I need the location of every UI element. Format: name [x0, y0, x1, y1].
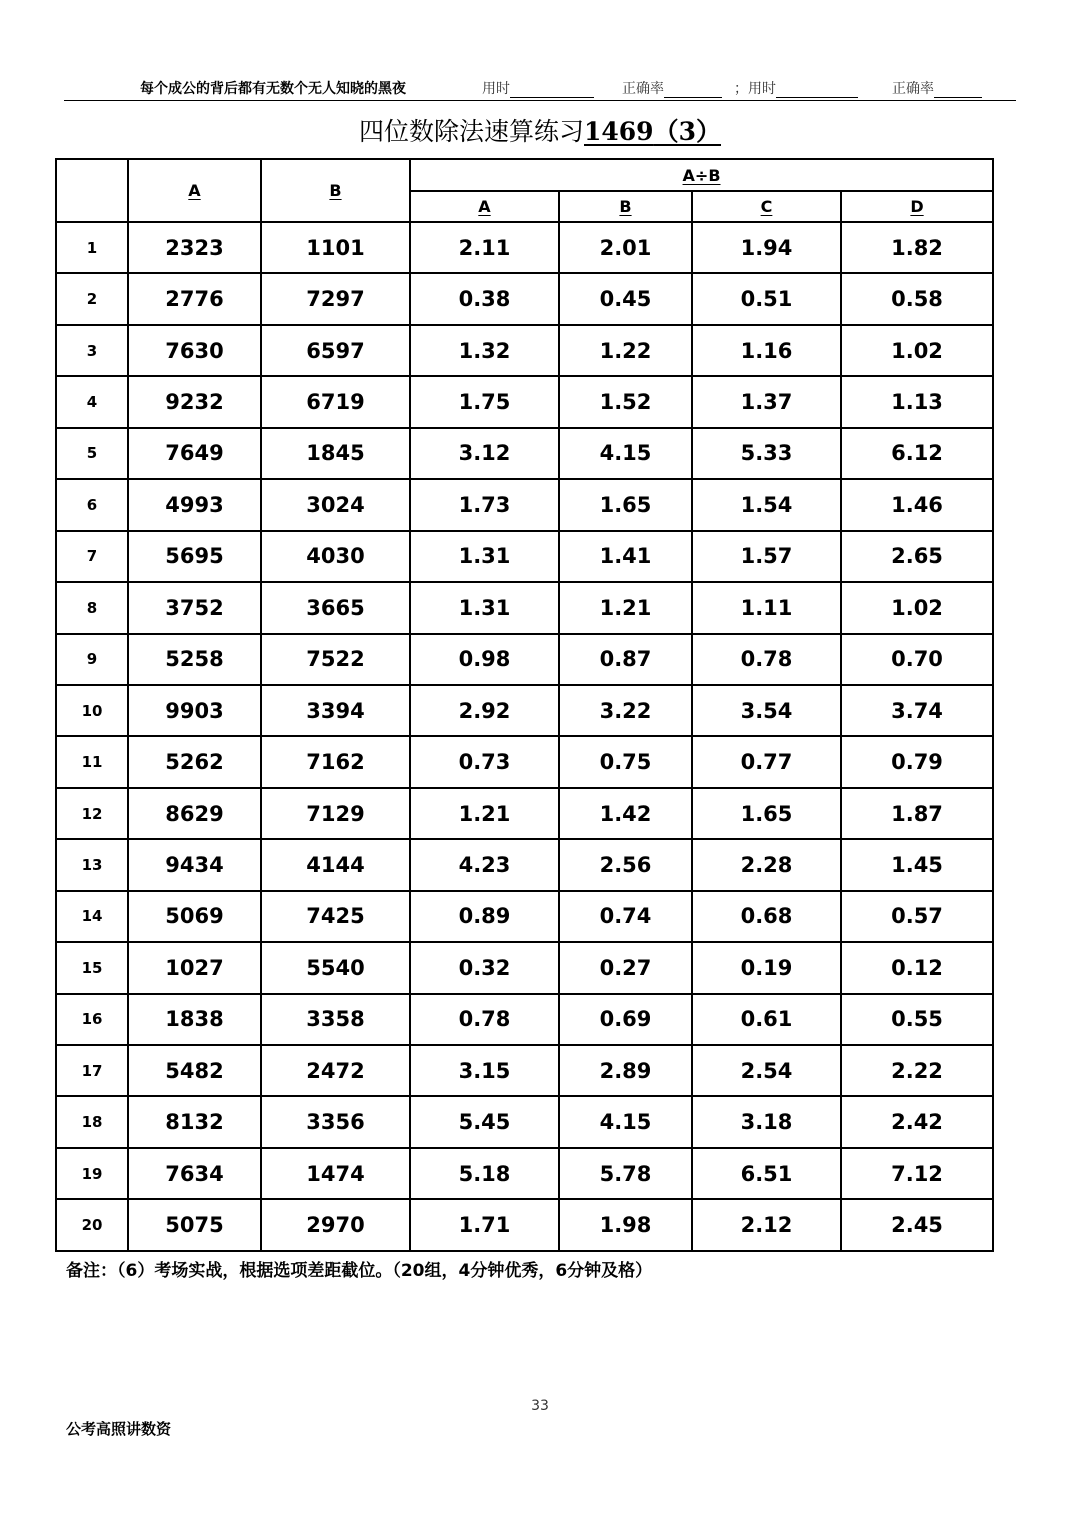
accuracy-field-1: [622, 78, 722, 98]
option-b: 1.22: [559, 325, 692, 376]
option-a: 0.32: [410, 942, 559, 993]
title-suffix: （3）: [653, 117, 721, 146]
option-a: 4.23: [410, 839, 559, 890]
value-b: 7162: [261, 736, 410, 787]
option-c: 0.51: [692, 273, 841, 324]
option-c: 5.33: [692, 428, 841, 479]
option-b: 0.74: [559, 891, 692, 942]
table-row: [56, 942, 993, 993]
option-a: 2.11: [410, 222, 559, 273]
option-a: 1.21: [410, 788, 559, 839]
option-d: 7.12: [841, 1148, 993, 1199]
option-a: 1.32: [410, 325, 559, 376]
group-header-label: A÷B: [682, 165, 721, 185]
table-row: [56, 1045, 993, 1096]
value-b: 1474: [261, 1148, 410, 1199]
value-a: 2776: [128, 273, 261, 324]
option-d: 0.12: [841, 942, 993, 993]
option-a: 3.15: [410, 1045, 559, 1096]
time-label-1: 用时: [482, 81, 510, 97]
note: 备注：（6）考场实战，根据选项差距截位。（20组，4分钟优秀，6分钟及格）: [66, 1261, 653, 1281]
value-b: 4030: [261, 531, 410, 582]
table-row: [56, 634, 993, 685]
group-header-quotient: [410, 159, 993, 191]
option-b: 3.22: [559, 685, 692, 736]
page-number: 33: [531, 1398, 549, 1414]
table-row: [56, 428, 993, 479]
row-index: 4: [56, 376, 128, 427]
footer: 公考高照讲数资: [66, 1420, 172, 1438]
option-header-c-label: C: [760, 197, 773, 216]
value-a: 3752: [128, 582, 261, 633]
row-index: 12: [56, 788, 128, 839]
option-c: 3.54: [692, 685, 841, 736]
value-b: 7425: [261, 891, 410, 942]
value-b: 4144: [261, 839, 410, 890]
option-d: 1.02: [841, 325, 993, 376]
option-d: 1.82: [841, 222, 993, 273]
option-b: 1.65: [559, 479, 692, 530]
option-b: 5.78: [559, 1148, 692, 1199]
value-b: 3358: [261, 994, 410, 1045]
title-text: 四位数除法速算练习: [358, 117, 584, 146]
value-a: 9903: [128, 685, 261, 736]
option-header-b: [559, 191, 692, 222]
row-index: 16: [56, 994, 128, 1045]
row-index: 9: [56, 634, 128, 685]
option-c: 6.51: [692, 1148, 841, 1199]
option-b: 2.56: [559, 839, 692, 890]
value-a: 1027: [128, 942, 261, 993]
table-row: [56, 839, 993, 890]
option-d: 1.46: [841, 479, 993, 530]
row-index: 6: [56, 479, 128, 530]
column-header-a-label: A: [188, 181, 201, 200]
column-header-b-label: B: [329, 181, 342, 200]
option-a: 0.73: [410, 736, 559, 787]
option-b: 1.98: [559, 1199, 692, 1250]
option-a: 0.78: [410, 994, 559, 1045]
option-d: 1.87: [841, 788, 993, 839]
value-a: 1838: [128, 994, 261, 1045]
option-a: 3.12: [410, 428, 559, 479]
division-table: [55, 158, 994, 1252]
time-field-1: [482, 78, 594, 98]
row-index: 1: [56, 222, 128, 273]
table-row: [56, 479, 993, 530]
option-a: 5.45: [410, 1096, 559, 1147]
value-b: 7522: [261, 634, 410, 685]
row-index: 14: [56, 891, 128, 942]
option-d: 0.70: [841, 634, 993, 685]
option-c: 1.37: [692, 376, 841, 427]
row-index: 18: [56, 1096, 128, 1147]
table-body: [56, 222, 993, 1251]
value-a: 9232: [128, 376, 261, 427]
accuracy-label-1: 正确率: [622, 81, 664, 97]
option-b: 1.41: [559, 531, 692, 582]
value-b: 3665: [261, 582, 410, 633]
option-c: 1.11: [692, 582, 841, 633]
value-a: 7649: [128, 428, 261, 479]
value-b: 1845: [261, 428, 410, 479]
time-label-2: ；用时: [734, 81, 776, 97]
option-b: 1.52: [559, 376, 692, 427]
value-a: 5482: [128, 1045, 261, 1096]
option-c: 1.57: [692, 531, 841, 582]
option-b: 1.21: [559, 582, 692, 633]
option-a: 5.18: [410, 1148, 559, 1199]
corner-cell: [56, 159, 128, 222]
value-b: 2970: [261, 1199, 410, 1250]
table-row: [56, 685, 993, 736]
value-a: 5262: [128, 736, 261, 787]
option-a: 1.75: [410, 376, 559, 427]
option-b: 4.15: [559, 428, 692, 479]
value-a: 5258: [128, 634, 261, 685]
value-b: 5540: [261, 942, 410, 993]
option-a: 1.31: [410, 582, 559, 633]
row-index: 17: [56, 1045, 128, 1096]
table-row: [56, 325, 993, 376]
option-d: 2.45: [841, 1199, 993, 1250]
option-d: 6.12: [841, 428, 993, 479]
value-a: 5069: [128, 891, 261, 942]
option-d: 0.79: [841, 736, 993, 787]
option-b: 0.27: [559, 942, 692, 993]
value-a: 4993: [128, 479, 261, 530]
time-blank-1[interactable]: [510, 83, 594, 98]
table-row: [56, 736, 993, 787]
value-b: 6597: [261, 325, 410, 376]
option-d: 3.74: [841, 685, 993, 736]
table-row: [56, 376, 993, 427]
option-c: 1.65: [692, 788, 841, 839]
accuracy-blank-2[interactable]: [934, 83, 982, 98]
column-header-b: [261, 159, 410, 222]
accuracy-blank-1[interactable]: [664, 83, 722, 98]
option-b: 2.01: [559, 222, 692, 273]
value-b: 3024: [261, 479, 410, 530]
option-header-c: [692, 191, 841, 222]
value-b: 2472: [261, 1045, 410, 1096]
page-header: [64, 76, 1016, 101]
option-b: 0.75: [559, 736, 692, 787]
option-a: 1.73: [410, 479, 559, 530]
option-c: 1.94: [692, 222, 841, 273]
option-c: 2.28: [692, 839, 841, 890]
option-b: 4.15: [559, 1096, 692, 1147]
row-index: 5: [56, 428, 128, 479]
option-c: 2.12: [692, 1199, 841, 1250]
option-b: 1.42: [559, 788, 692, 839]
value-a: 8132: [128, 1096, 261, 1147]
table-row: [56, 891, 993, 942]
row-index: 10: [56, 685, 128, 736]
time-blank-2[interactable]: [776, 83, 858, 98]
table-row: [56, 222, 993, 273]
row-index: 20: [56, 1199, 128, 1250]
option-b: 0.87: [559, 634, 692, 685]
title-number-value: 1469: [584, 117, 654, 146]
value-b: 1101: [261, 222, 410, 273]
row-index: 3: [56, 325, 128, 376]
value-b: 7297: [261, 273, 410, 324]
value-a: 8629: [128, 788, 261, 839]
option-d: 1.45: [841, 839, 993, 890]
option-header-d: [841, 191, 993, 222]
option-header-b-label: B: [619, 197, 632, 216]
option-d: 2.22: [841, 1045, 993, 1096]
table-row: [56, 994, 993, 1045]
option-a: 1.31: [410, 531, 559, 582]
option-a: 0.38: [410, 273, 559, 324]
column-header-a: [128, 159, 261, 222]
option-a: 0.89: [410, 891, 559, 942]
option-c: 2.54: [692, 1045, 841, 1096]
title-number: [584, 117, 721, 146]
option-b: 0.69: [559, 994, 692, 1045]
option-c: 0.78: [692, 634, 841, 685]
table-row: [56, 582, 993, 633]
option-d: 0.58: [841, 273, 993, 324]
value-a: 5695: [128, 531, 261, 582]
value-b: 3356: [261, 1096, 410, 1147]
row-index: 11: [56, 736, 128, 787]
value-a: 9434: [128, 839, 261, 890]
value-b: 6719: [261, 376, 410, 427]
option-c: 1.16: [692, 325, 841, 376]
row-index: 15: [56, 942, 128, 993]
table-row: [56, 788, 993, 839]
row-index: 13: [56, 839, 128, 890]
table-row: [56, 531, 993, 582]
table-row: [56, 1199, 993, 1250]
accuracy-label-2: 正确率: [892, 81, 934, 97]
value-a: 7634: [128, 1148, 261, 1199]
option-d: 0.55: [841, 994, 993, 1045]
option-a: 2.92: [410, 685, 559, 736]
table-row: [56, 1148, 993, 1199]
row-index: 8: [56, 582, 128, 633]
option-c: 0.19: [692, 942, 841, 993]
header-motto: 每个成公的背后都有无数个无人知晓的黑夜: [140, 81, 406, 97]
row-index: 2: [56, 273, 128, 324]
value-a: 7630: [128, 325, 261, 376]
option-c: 0.77: [692, 736, 841, 787]
option-c: 1.54: [692, 479, 841, 530]
accuracy-field-2: [892, 78, 982, 98]
option-header-d-label: D: [910, 197, 924, 216]
option-header-a-label: A: [478, 197, 491, 216]
option-d: 0.57: [841, 891, 993, 942]
row-index: 7: [56, 531, 128, 582]
value-b: 3394: [261, 685, 410, 736]
option-d: 2.65: [841, 531, 993, 582]
value-a: 5075: [128, 1199, 261, 1250]
option-c: 0.61: [692, 994, 841, 1045]
option-b: 2.89: [559, 1045, 692, 1096]
table-row: [56, 1096, 993, 1147]
option-d: 2.42: [841, 1096, 993, 1147]
option-c: 0.68: [692, 891, 841, 942]
page-title: [0, 112, 1080, 148]
option-d: 1.02: [841, 582, 993, 633]
option-a: 0.98: [410, 634, 559, 685]
option-header-a: [410, 191, 559, 222]
row-index: 19: [56, 1148, 128, 1199]
value-a: 2323: [128, 222, 261, 273]
option-b: 0.45: [559, 273, 692, 324]
option-c: 3.18: [692, 1096, 841, 1147]
value-b: 7129: [261, 788, 410, 839]
table-row: [56, 273, 993, 324]
option-d: 1.13: [841, 376, 993, 427]
time-field-2: [734, 78, 858, 98]
option-a: 1.71: [410, 1199, 559, 1250]
